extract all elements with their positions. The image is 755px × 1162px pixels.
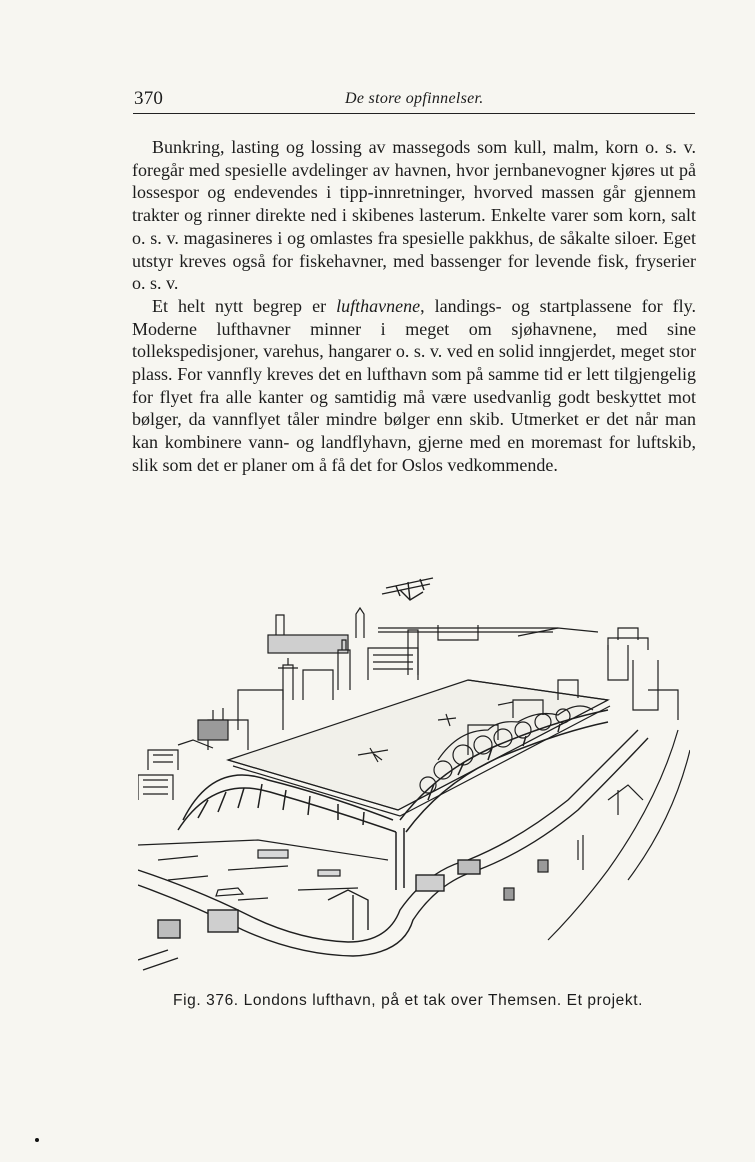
- running-head: De store opfinnelser.: [345, 90, 484, 107]
- paragraph-lufthavner-lead: Et helt nytt begrep er: [152, 295, 337, 316]
- ink-speck: [35, 1138, 39, 1142]
- body-text: [132, 136, 696, 477]
- skyline: [268, 608, 648, 653]
- paragraph-bunkring: Bunkring, lasting og lossing av massegods som kull, malm, korn o. s. v. foregår med spesielle avdelinger av havnen, hvor jernbanevogner kjøres ut på lossespor og endevendes i tipp-innretninger, hvorved massen går gjennem trakter og rinner direkte ned i skibenes lasterum. Enkelte varer som korn, salt o. s. v. magasineres i og omlastes fra spesielle pakkhus, de såkalte siloer. Eget utstyr kreves også for fiskehavner, med bassenger for levende fisk, fryserier o. s. v.: [132, 137, 696, 294]
- emphasis-lufthavnene: lufthavnene: [336, 295, 421, 316]
- page-number: 370: [134, 88, 164, 109]
- paragraph-lufthavner: [132, 295, 696, 477]
- biplane-sky: [382, 578, 433, 600]
- header-rule: [133, 113, 695, 114]
- paragraph-lufthavner-rest: , landings- og startplassene for fly. Moderne lufthavner minner i meget om sjøhavnene, med sine tollekspedisjoner, varehus, hangarer o. s. v. ved en solid inngjerdet, meget stor plass. For vannfly kreves det en lufthavn som på samme tid er lett tilgjengelig for flyet fra alle kanter og samtidig må være usedvanlig godt beskyttet mot bølger, da vannflyet tåler mindre bølger enn skib. Utmerket er det når man kan kombinere vann- og landflyhavn, gjerne med en moremast for luftskib, slik som det er planer om å få det for Oslos vedkommende.: [132, 295, 696, 475]
- figure-caption: Fig. 376. Londons lufthavn, på et tak over Themsen. Et projekt.: [173, 992, 644, 1009]
- airport-illustration: [138, 570, 690, 975]
- right-street: [504, 730, 690, 940]
